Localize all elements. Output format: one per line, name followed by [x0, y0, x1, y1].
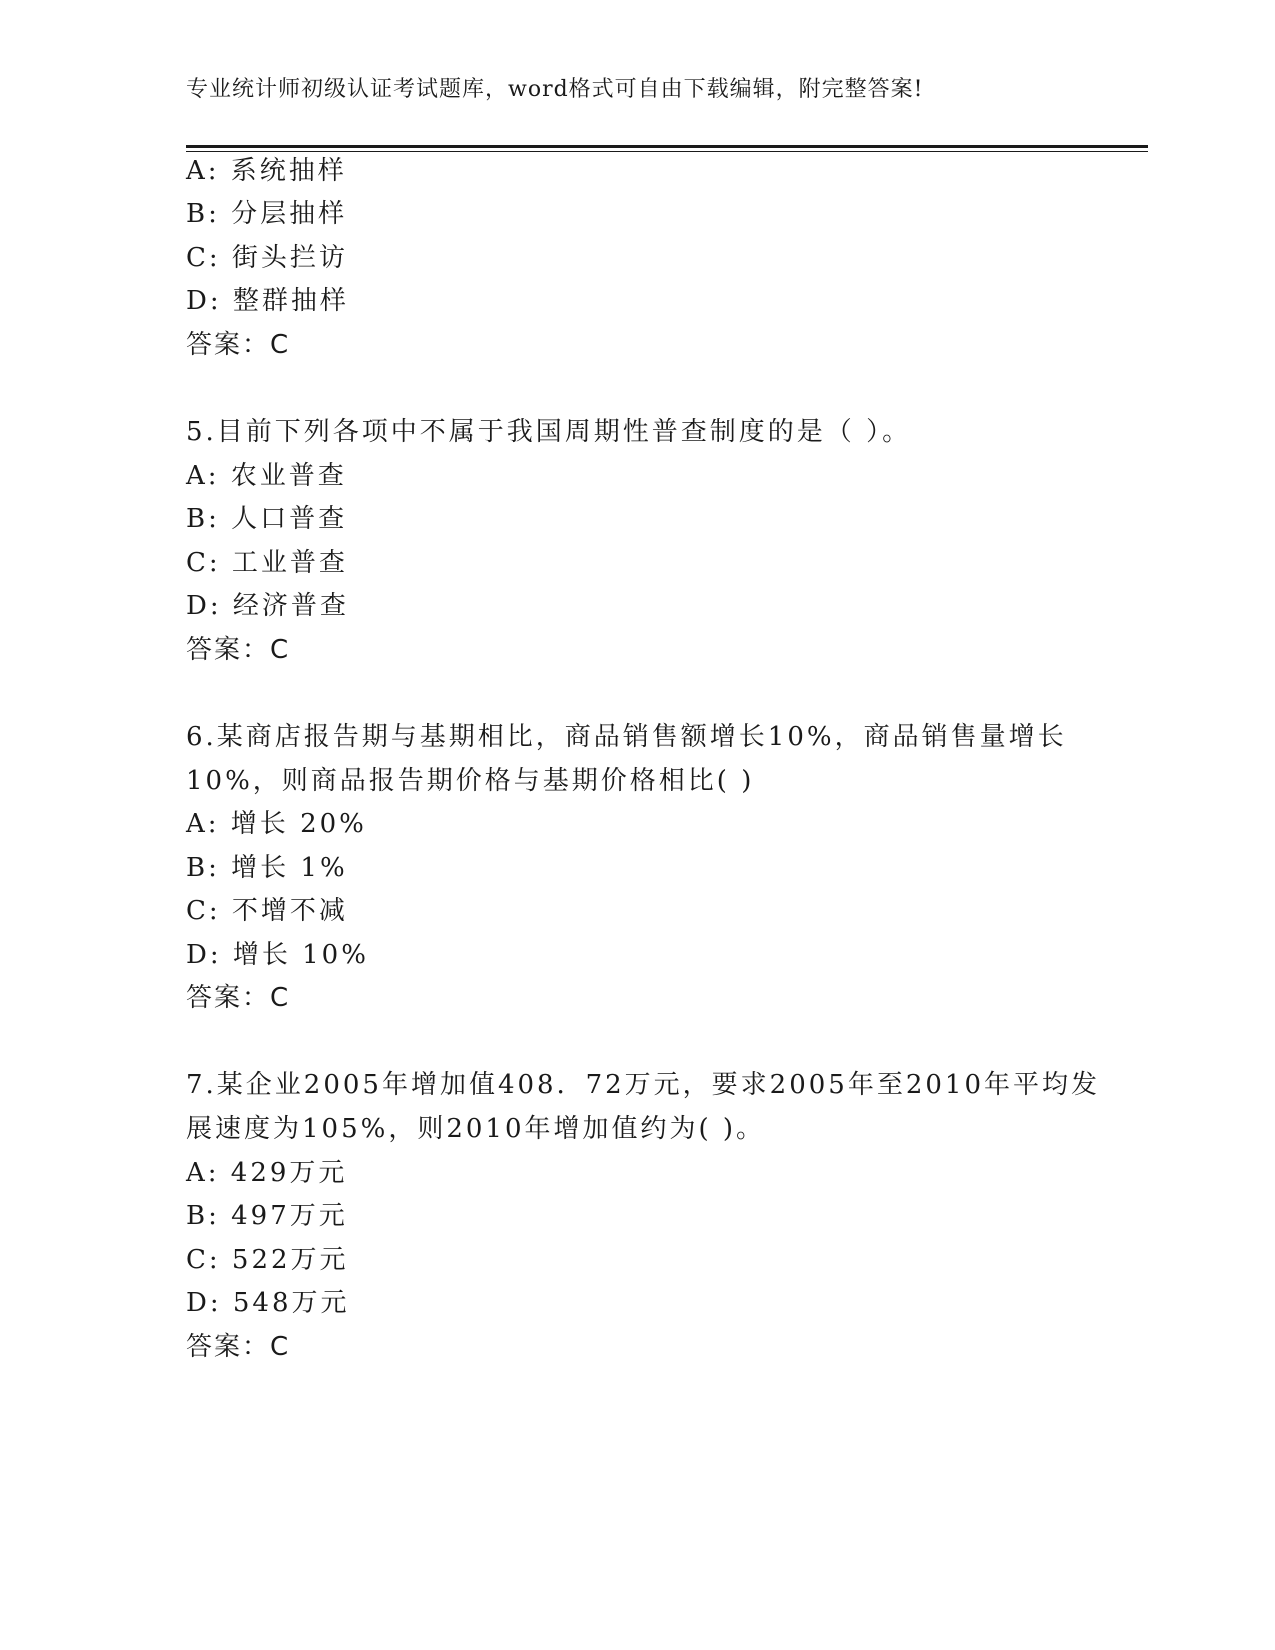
q5-stem-line-1: 5.目前下列各项中不属于我国周期性普查制度的是（ ）。 — [186, 417, 912, 447]
q6-answer: 答案：C — [186, 983, 291, 1013]
q6-option-a: A: 增长 20% — [186, 809, 367, 839]
q6-option-b: B: 增长 1% — [186, 853, 348, 883]
q4-option-c: C: 街头拦访 — [186, 243, 348, 273]
header-rule-thick — [186, 145, 1148, 148]
q5-option-a: A: 农业普查 — [186, 461, 347, 491]
q7-option-b: B: 497万元 — [186, 1201, 348, 1231]
q4-option-d: D: 整群抽样 — [186, 286, 349, 316]
q6-stem-line-2: 10%，则商品报告期价格与基期价格相比( ) — [186, 766, 755, 796]
q7-stem-line-2: 展速度为105%，则2010年增加值约为( )。 — [186, 1114, 766, 1144]
q5-answer: 答案：C — [186, 635, 291, 665]
q7-option-a: A: 429万元 — [186, 1158, 348, 1188]
q7-option-c: C: 522万元 — [186, 1245, 349, 1275]
q4-answer: 答案：C — [186, 330, 291, 360]
q7-answer: 答案：C — [186, 1332, 291, 1362]
q5-option-d: D: 经济普查 — [186, 591, 349, 621]
q5-option-b: B: 人口普查 — [186, 504, 348, 534]
q4-option-b: B: 分层抽样 — [186, 199, 348, 229]
q6-option-d: D: 增长 10% — [186, 940, 369, 970]
page-header: 专业统计师初级认证考试题库，word格式可自由下载编辑，附完整答案! — [186, 77, 924, 102]
q7-stem-line-1: 7.某企业2005年增加值408．72万元，要求2005年至2010年平均发 — [186, 1070, 1101, 1100]
q6-stem-line-1: 6.某商店报告期与基期相比，商品销售额增长10%，商品销售量增长 — [186, 722, 1067, 752]
q7-option-d: D: 548万元 — [186, 1288, 350, 1318]
q6-option-c: C: 不增不减 — [186, 896, 348, 926]
q5-option-c: C: 工业普查 — [186, 548, 348, 578]
q4-option-a: A: 系统抽样 — [186, 156, 347, 186]
header-rule-thin — [186, 151, 1148, 152]
